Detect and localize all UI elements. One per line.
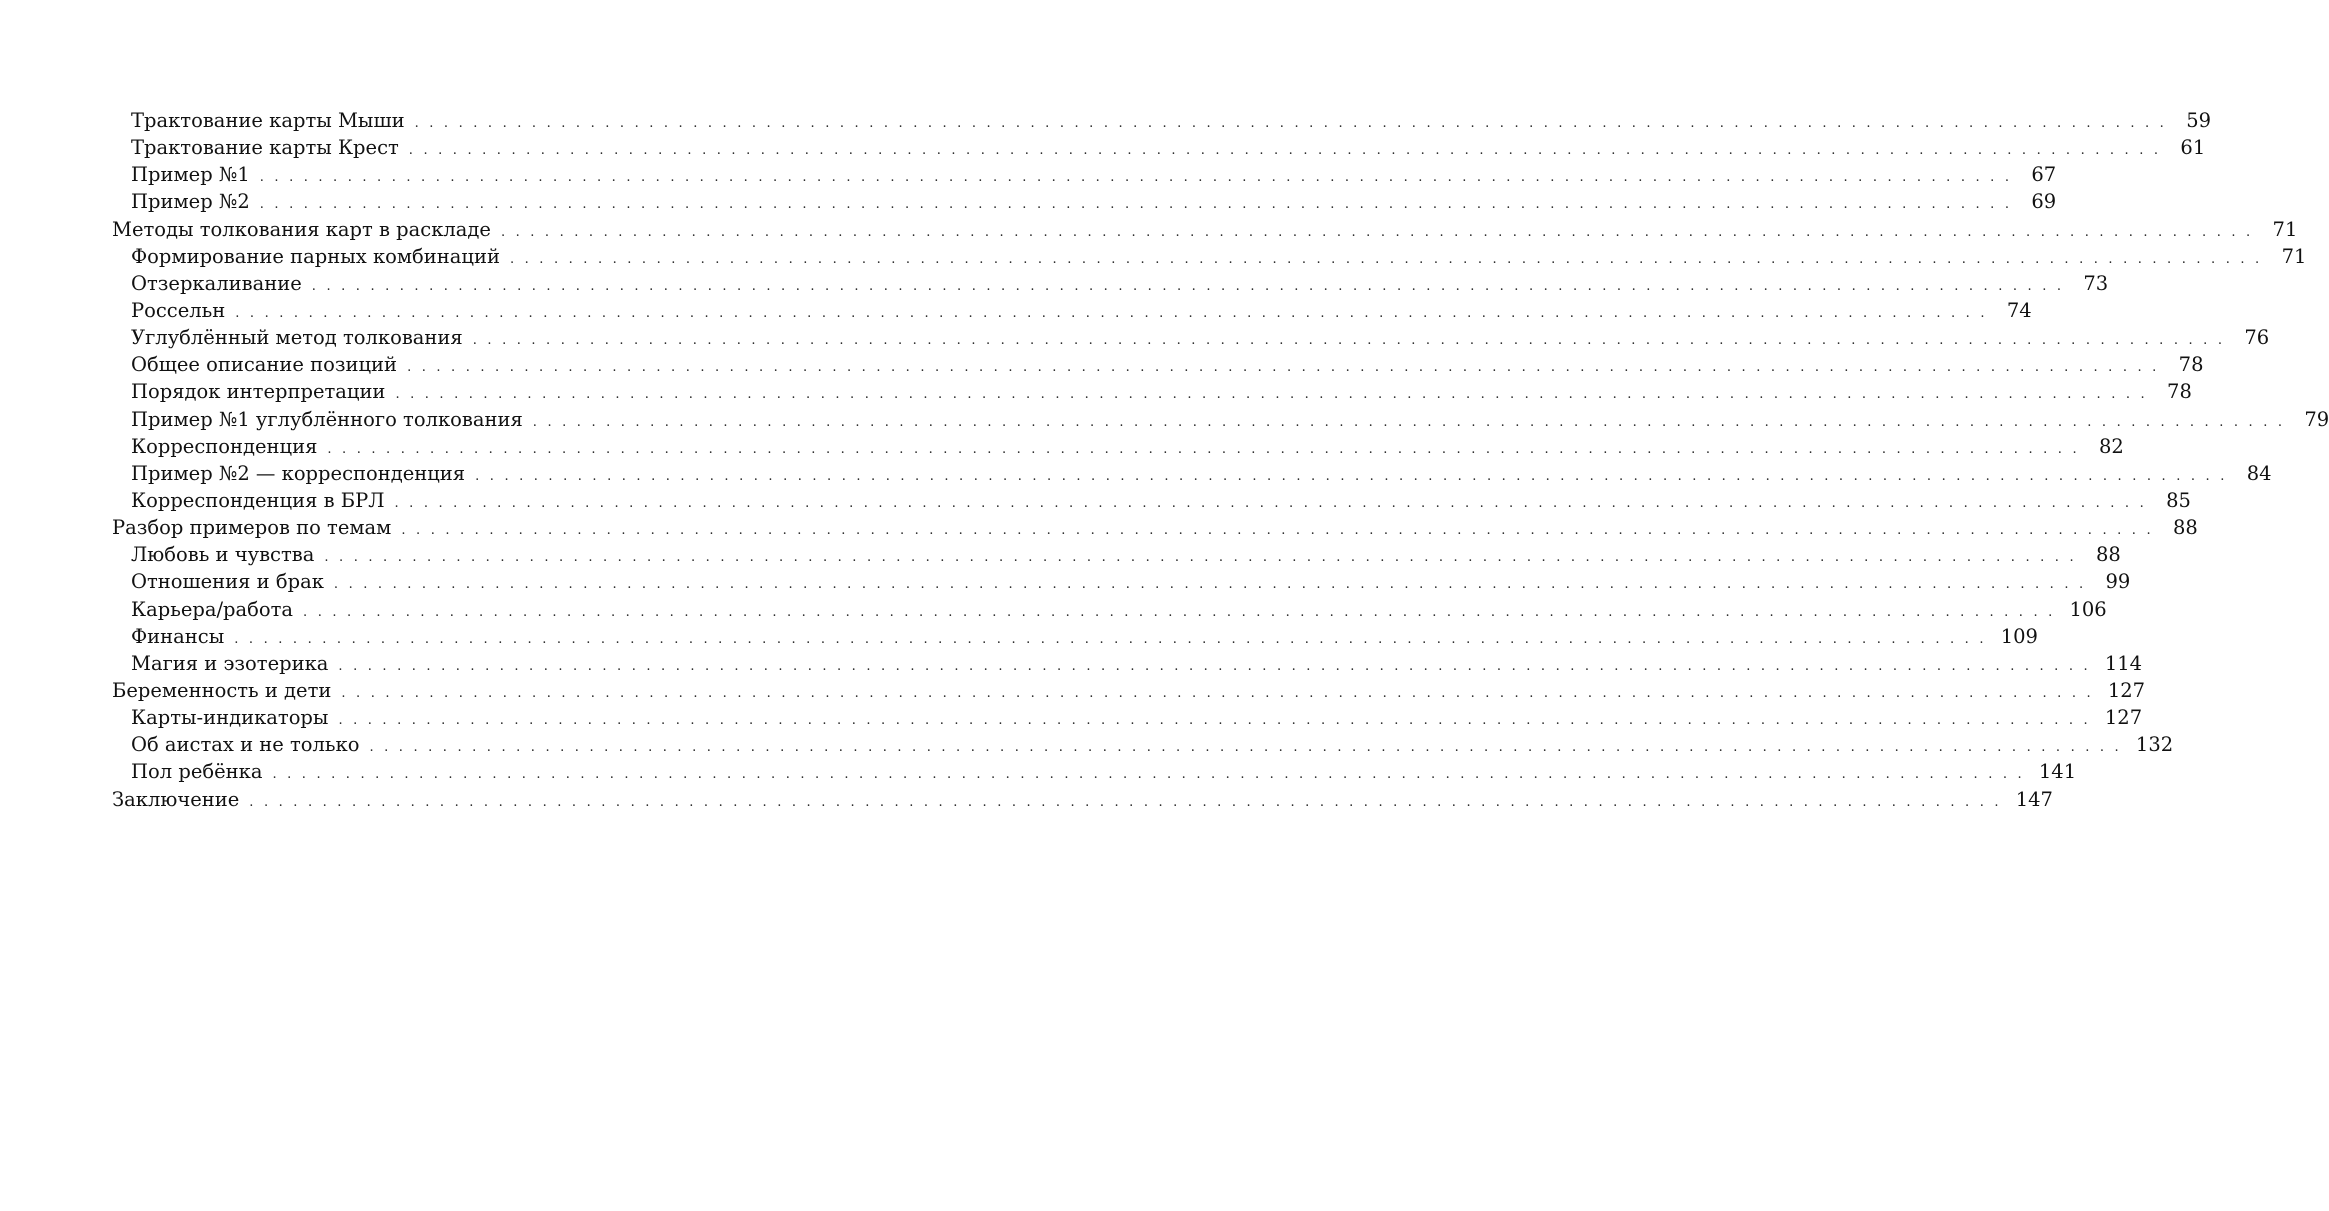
toc-subsection-entry — [112, 487, 2191, 514]
toc-entry-title: Разбор примеров по темам — [112, 516, 392, 540]
toc-entry-page-number: 76 — [2244, 326, 2270, 350]
toc-section-entry — [112, 216, 2298, 243]
toc-entry-title: Заключение — [112, 787, 240, 811]
toc-entry-page-number: 69 — [2031, 190, 2057, 214]
dot-leader: . . . . . . . . . . . . . . . . . . . . . . . . . . . . . . . . . . . . . . . . . . . . . . . . . . . . . . . . . . . . . . . . . . . . . . . . . . . . . . . . . . . . . . . . . . . . . . . . . . . . . . . . . . . . . . . . . . . . . . . . — [249, 794, 2002, 810]
toc-entry-page-number: 85 — [2166, 488, 2191, 512]
toc-subsection-entry — [112, 243, 2307, 270]
toc-entry-page-number: 61 — [2180, 136, 2206, 160]
toc-subsection-entry — [112, 704, 2143, 731]
dot-leader: . . . . . . . . . . . . . . . . . . . . . . . . . . . . . . . . . . . . . . . . . . . . . . . . . . . . . . . . . . . . . . . . . . . . . . . . . . . . . . . . . . . . . . . . . . . . . . . . . . . . . . . . . . . . . . . . . . . . . . . . — [509, 251, 2263, 267]
toc-entry-page-number: 67 — [2031, 163, 2057, 187]
toc-entry-title: Пример №2 — корреспонденция — [131, 461, 466, 485]
dot-leader: . . . . . . . . . . . . . . . . . . . . . . . . . . . . . . . . . . . . . . . . . . . . . . . . . . . . . . . . . . . . . . . . . . . . . . . . . . . . . . . . . . . . . . . . . . . . . . . . . . . . . . . . . . . . . . . . . . . . . . . . — [369, 740, 2122, 756]
toc-entry-page-number: 88 — [2172, 516, 2198, 540]
toc-subsection-entry — [112, 134, 2206, 161]
toc-entry-title: Формирование парных комбинаций — [131, 244, 500, 268]
toc-entry-page-number: 106 — [2069, 597, 2107, 621]
toc-subsection-entry — [112, 568, 2131, 595]
toc-entry-page-number: 127 — [2104, 706, 2143, 730]
toc-subsection-entry — [112, 351, 2204, 378]
dot-leader: . . . . . . . . . . . . . . . . . . . . . . . . . . . . . . . . . . . . . . . . . . . . . . . . . . . . . . . . . . . . . . . . . . . . . . . . . . . . . . . . . . . . . . . . . . . . . . . . . . . . . . . . . . . . . . . . . . . . . . . . — [259, 170, 2013, 186]
toc-entry-title: Любовь и чувства — [131, 543, 315, 567]
toc-entry-title: Углублённый метод толкования — [131, 326, 463, 350]
toc-entry-title: Беременность и дети — [112, 678, 332, 702]
dot-leader: . . . . . . . . . . . . . . . . . . . . . . . . . . . . . . . . . . . . . . . . . . . . . . . . . . . . . . . . . . . . . . . . . . . . . . . . . . . . . . . . . . . . . . . . . . . . . . . . . . . . . . . . . . . . . . . . . . . . . . . . — [500, 224, 2254, 240]
toc-section-entry — [112, 514, 2198, 541]
toc-subsection-entry — [112, 541, 2121, 568]
toc-subsection-entry — [112, 188, 2057, 215]
toc-subsection-entry — [112, 731, 2174, 758]
toc-subsection-entry — [112, 378, 2192, 405]
toc-subsection-entry — [112, 161, 2057, 188]
toc-entry-title: Пример №1 углублённого толкования — [131, 407, 523, 431]
toc-entry-page-number: 73 — [2083, 271, 2109, 295]
toc-entry-title: Трактование карты Крест — [131, 136, 399, 160]
dot-leader: . . . . . . . . . . . . . . . . . . . . . . . . . . . . . . . . . . . . . . . . . . . . . . . . . . . . . . . . . . . . . . . . . . . . . . . . . . . . . . . . . . . . . . . . . . . . . . . . . . . . . . . . . . . . . . . . . . . . . . . . — [234, 631, 1987, 647]
toc-section-entry — [112, 677, 2146, 704]
toc-entry-title: Отзеркаливание — [131, 271, 302, 295]
toc-entry-title: Корреспонденция в БРЛ — [131, 488, 385, 512]
toc-entry-title: Пример №1 — [131, 163, 250, 187]
toc-entry-title: Методы толкования карт в раскладе — [112, 217, 491, 241]
toc-subsection-entry — [112, 623, 2038, 650]
toc-entry-title: Карты-индикаторы — [131, 706, 329, 730]
toc-subsection-entry — [112, 324, 2270, 351]
toc-entry-page-number: 141 — [2038, 760, 2077, 784]
toc-entry-page-number: 59 — [2186, 109, 2212, 132]
toc-subsection-entry — [112, 433, 2124, 460]
toc-entry-page-number: 99 — [2105, 570, 2131, 594]
toc-entry-page-number: 82 — [2098, 434, 2124, 458]
dot-leader: . . . . . . . . . . . . . . . . . . . . . . . . . . . . . . . . . . . . . . . . . . . . . . . . . . . . . . . . . . . . . . . . . . . . . . . . . . . . . . . . . . . . . . . . . . . . . . . . . . . . . . . . . . . . . . . . . . . . . . . . — [394, 495, 2147, 511]
dot-leader: . . . . . . . . . . . . . . . . . . . . . . . . . . . . . . . . . . . . . . . . . . . . . . . . . . . . . . . . . . . . . . . . . . . . . . . . . . . . . . . . . . . . . . . . . . . . . . . . . . . . . . . . . . . . . . . . . . . . . . . . — [414, 116, 2168, 131]
toc-entry-page-number: 132 — [2135, 733, 2174, 757]
dot-leader: . . . . . . . . . . . . . . . . . . . . . . . . . . . . . . . . . . . . . . . . . . . . . . . . . . . . . . . . . . . . . . . . . . . . . . . . . . . . . . . . . . . . . . . . . . . . . . . . . . . . . . . . . . . . . . . . . . . . . . . . — [235, 305, 1988, 321]
toc-entry-title: Общее описание позиций — [131, 353, 398, 377]
toc-entry-title: Карьера/работа — [131, 597, 294, 621]
dot-leader: . . . . . . . . . . . . . . . . . . . . . . . . . . . . . . . . . . . . . . . . . . . . . . . . . . . . . . . . . . . . . . . . . . . . . . . . . . . . . . . . . . . . . . . . . . . . . . . . . . . . . . . . . . . . . . . . . . . . . . . . — [259, 197, 2013, 213]
toc-entry-title: Финансы — [131, 624, 225, 648]
dot-leader: . . . . . . . . . . . . . . . . . . . . . . . . . . . . . . . . . . . . . . . . . . . . . . . . . . . . . . . . . . . . . . . . . . . . . . . . . . . . . . . . . . . . . . . . . . . . . . . . . . . . . . . . . . . . . . . . . . . . . . . . — [407, 360, 2160, 376]
toc-entry-page-number: 147 — [2015, 787, 2053, 811]
toc-entry-title: Магия и эзотерика — [131, 651, 329, 675]
dot-leader: . . . . . . . . . . . . . . . . . . . . . . . . . . . . . . . . . . . . . . . . . . . . . . . . . . . . . . . . . . . . . . . . . . . . . . . . . . . . . . . . . . . . . . . . . . . . . . . . . . . . . . . . . . . . . . . . . . . . . . . . — [532, 414, 2286, 430]
toc-subsection-entry — [112, 406, 2329, 433]
toc-entry-title: Порядок интерпретации — [131, 380, 386, 404]
dot-leader: . . . . . . . . . . . . . . . . . . . . . . . . . . . . . . . . . . . . . . . . . . . . . . . . . . . . . . . . . . . . . . . . . . . . . . . . . . . . . . . . . . . . . . . . . . . . . . . . . . . . . . . . . . . . . . . . . . . . . . . . — [272, 767, 2025, 783]
toc-subsection-entry — [112, 107, 2212, 134]
toc-entry-page-number: 84 — [2246, 461, 2272, 485]
dot-leader: . . . . . . . . . . . . . . . . . . . . . . . . . . . . . . . . . . . . . . . . . . . . . . . . . . . . . . . . . . . . . . . . . . . . . . . . . . . . . . . . . . . . . . . . . . . . . . . . . . . . . . . . . . . . . . . . . . . . . . . . — [303, 604, 2056, 620]
toc-entry-page-number: 78 — [2167, 380, 2192, 404]
toc-subsection-entry — [112, 270, 2109, 297]
toc-entry-page-number: 71 — [2281, 244, 2307, 268]
toc-entry-page-number: 74 — [2006, 298, 2032, 322]
toc-entry-title: Пример №2 — [131, 190, 250, 214]
dot-leader: . . . . . . . . . . . . . . . . . . . . . . . . . . . . . . . . . . . . . . . . . . . . . . . . . . . . . . . . . . . . . . . . . . . . . . . . . . . . . . . . . . . . . . . . . . . . . . . . . . . . . . . . . . . . . . . . . . . . . . . . — [341, 685, 2094, 701]
toc-subsection-entry — [112, 650, 2143, 677]
dot-leader: . . . . . . . . . . . . . . . . . . . . . . . . . . . . . . . . . . . . . . . . . . . . . . . . . . . . . . . . . . . . . . . . . . . . . . . . . . . . . . . . . . . . . . . . . . . . . . . . . . . . . . . . . . . . . . . . . . . . . . . . — [324, 550, 2077, 566]
dot-leader: . . . . . . . . . . . . . . . . . . . . . . . . . . . . . . . . . . . . . . . . . . . . . . . . . . . . . . . . . . . . . . . . . . . . . . . . . . . . . . . . . . . . . . . . . . . . . . . . . . . . . . . . . . . . . . . . . . . . . . . . — [311, 278, 2065, 294]
toc-entry-page-number: 78 — [2178, 353, 2204, 377]
dot-leader: . . . . . . . . . . . . . . . . . . . . . . . . . . . . . . . . . . . . . . . . . . . . . . . . . . . . . . . . . . . . . . . . . . . . . . . . . . . . . . . . . . . . . . . . . . . . . . . . . . . . . . . . . . . . . . . . . . . . . . . . — [395, 387, 2148, 403]
dot-leader: . . . . . . . . . . . . . . . . . . . . . . . . . . . . . . . . . . . . . . . . . . . . . . . . . . . . . . . . . . . . . . . . . . . . . . . . . . . . . . . . . . . . . . . . . . . . . . . . . . . . . . . . . . . . . . . . . . . . . . . . — [401, 523, 2154, 539]
dot-leader: . . . . . . . . . . . . . . . . . . . . . . . . . . . . . . . . . . . . . . . . . . . . . . . . . . . . . . . . . . . . . . . . . . . . . . . . . . . . . . . . . . . . . . . . . . . . . . . . . . . . . . . . . . . . . . . . . . . . . . . . — [408, 143, 2162, 159]
toc-subsection-entry — [112, 596, 2107, 623]
toc-entry-title: Корреспонденция — [131, 434, 318, 458]
toc-subsection-entry — [112, 297, 2032, 324]
toc-entry-page-number: 79 — [2304, 407, 2329, 431]
toc-entry-title: Пол ребёнка — [131, 760, 263, 784]
toc-entry-page-number: 109 — [2000, 624, 2038, 648]
dot-leader: . . . . . . . . . . . . . . . . . . . . . . . . . . . . . . . . . . . . . . . . . . . . . . . . . . . . . . . . . . . . . . . . . . . . . . . . . . . . . . . . . . . . . . . . . . . . . . . . . . . . . . . . . . . . . . . . . . . . . . . . — [333, 577, 2087, 593]
dot-leader: . . . . . . . . . . . . . . . . . . . . . . . . . . . . . . . . . . . . . . . . . . . . . . . . . . . . . . . . . . . . . . . . . . . . . . . . . . . . . . . . . . . . . . . . . . . . . . . . . . . . . . . . . . . . . . . . . . . . . . . . — [327, 441, 2080, 457]
dot-leader: . . . . . . . . . . . . . . . . . . . . . . . . . . . . . . . . . . . . . . . . . . . . . . . . . . . . . . . . . . . . . . . . . . . . . . . . . . . . . . . . . . . . . . . . . . . . . . . . . . . . . . . . . . . . . . . . . . . . . . . . — [475, 468, 2228, 484]
toc-entry-title: Отношения и брак — [131, 570, 324, 594]
dot-leader: . . . . . . . . . . . . . . . . . . . . . . . . . . . . . . . . . . . . . . . . . . . . . . . . . . . . . . . . . . . . . . . . . . . . . . . . . . . . . . . . . . . . . . . . . . . . . . . . . . . . . . . . . . . . . . . . . . . . . . . . — [338, 713, 2091, 729]
dot-leader: . . . . . . . . . . . . . . . . . . . . . . . . . . . . . . . . . . . . . . . . . . . . . . . . . . . . . . . . . . . . . . . . . . . . . . . . . . . . . . . . . . . . . . . . . . . . . . . . . . . . . . . . . . . . . . . . . . . . . . . . — [338, 658, 2091, 674]
toc-entry-page-number: 114 — [2104, 651, 2143, 675]
toc-entry-page-number: 88 — [2095, 543, 2121, 567]
toc-entry-title: Трактование карты Мыши — [131, 109, 405, 132]
dot-leader: . . . . . . . . . . . . . . . . . . . . . . . . . . . . . . . . . . . . . . . . . . . . . . . . . . . . . . . . . . . . . . . . . . . . . . . . . . . . . . . . . . . . . . . . . . . . . . . . . . . . . . . . . . . . . . . . . . . . . . . . — [472, 333, 2226, 349]
toc-entry-page-number: 127 — [2107, 678, 2146, 702]
toc-entry-page-number: 71 — [2272, 217, 2298, 241]
toc-section-entry — [112, 786, 2053, 813]
toc-entry-title: Россельн — [131, 298, 226, 322]
toc-subsection-entry — [112, 460, 2272, 487]
toc-subsection-entry — [112, 758, 2077, 785]
toc-entry-title: Об аистах и не только — [131, 733, 360, 757]
table-of-contents — [112, 107, 2329, 813]
